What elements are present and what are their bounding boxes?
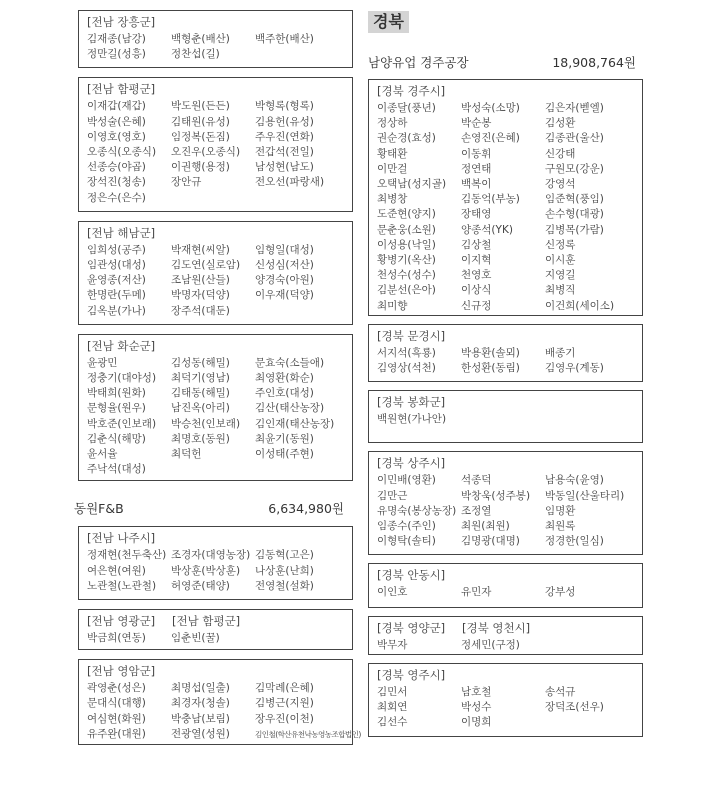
area-label: [경북 영천시] <box>462 620 531 635</box>
farm-name: 정세민(구정) <box>461 638 520 651</box>
area-label: [전남 해남군] <box>87 225 156 240</box>
farm-name: 이상식 <box>461 284 492 297</box>
farm-name: 이인호 <box>377 586 408 599</box>
region-box <box>78 10 353 68</box>
farm-name: 정재현(천두축산) <box>87 549 167 562</box>
name-grid <box>377 638 634 653</box>
farm-name: 손영진(은혜) <box>461 132 520 145</box>
farm-name: 유명숙(봉상농장) <box>377 504 457 517</box>
farm-name: 신성심(저산) <box>255 259 314 272</box>
farm-name: 이민배(영환) <box>377 474 436 487</box>
company-amount: 18,908,764원 <box>552 55 636 70</box>
region-box <box>78 659 361 745</box>
farm-name: 김동혁(고은) <box>255 549 314 562</box>
farm-name: 임정복(돈짐) <box>171 130 230 143</box>
farm-name: 천성수(성수) <box>377 269 436 282</box>
farm-name: 최병직 <box>545 284 576 297</box>
area-label: [전남 영암군] <box>87 664 156 679</box>
area-label: [전남 함평군] <box>172 614 241 629</box>
name-grid <box>377 101 634 314</box>
farm-name: 박창욱(성주봉) <box>461 489 531 502</box>
farm-name: 박순봉 <box>461 117 492 130</box>
farm-name: 남성현(남도) <box>255 161 314 174</box>
farm-name: 김용헌(유성) <box>255 115 314 128</box>
box-title <box>87 225 344 242</box>
farm-name: 박형록(형록) <box>255 100 314 113</box>
farm-name: 백주한(배산) <box>255 33 314 45</box>
farm-name: 구원모(강운) <box>545 162 604 175</box>
farm-name: 김영상(석천) <box>377 362 436 375</box>
farm-name: 여심현(화원) <box>87 712 146 725</box>
farm-name: 정찬섭(길) <box>171 48 220 61</box>
area-label: [경북 영주시] <box>377 667 446 682</box>
farm-name: 이명희 <box>461 716 492 729</box>
farm-name: 이성태(주현) <box>255 448 314 461</box>
farm-name: 양종석(YK) <box>461 223 513 236</box>
farm-name: 오진우(오종식) <box>171 146 241 159</box>
farm-name: 박성술(은혜) <box>87 115 146 128</box>
farm-name: 김종관(울산) <box>545 132 604 145</box>
box-title <box>377 455 634 472</box>
farm-name: 김영우(계동) <box>545 362 604 375</box>
farm-name: 노관철(노관철) <box>87 579 157 592</box>
box-title <box>377 83 634 100</box>
area-label: [전남 함평군] <box>87 82 156 97</box>
box-title <box>377 620 634 637</box>
farm-name: 전광열(성원) <box>171 727 230 740</box>
farm-name: 박충남(보림) <box>171 712 230 725</box>
farm-name: 양경숙(아원) <box>255 274 314 287</box>
farm-name: 윤서율 <box>87 448 118 461</box>
farm-name: 박용환(솔뫼) <box>461 346 520 359</box>
farm-name: 남호철 <box>461 685 492 698</box>
farm-name: 임형일(대성) <box>255 243 314 256</box>
farm-name: 백복이 <box>461 178 492 191</box>
farm-name: 김병목(가람) <box>545 223 604 236</box>
farm-name: 주우진(연화) <box>255 130 314 143</box>
farm-name: 박무자 <box>377 638 408 651</box>
box-title <box>87 530 344 547</box>
farm-name: 김태동(해밀) <box>171 387 230 400</box>
box-title <box>87 81 344 98</box>
farm-name: 임종수(주인) <box>377 520 436 533</box>
farm-name: 황병기(옥산) <box>377 254 436 267</box>
farm-name: 정상하 <box>377 117 408 130</box>
region-box <box>78 334 353 482</box>
farm-name: 최원록 <box>545 520 576 533</box>
farm-name: 정경한(일심) <box>545 535 604 548</box>
name-grid <box>377 346 634 376</box>
farm-name: 김인철(학산유천낙농영농조합법인) <box>255 729 361 739</box>
farm-name: 김병근(지원) <box>255 697 314 710</box>
company-row-dongwon <box>74 499 344 517</box>
farm-name: 박금희(연동) <box>87 632 146 645</box>
farm-name: 박명자(덕양) <box>171 289 230 302</box>
area-label: [전남 나주시] <box>87 531 156 546</box>
farm-name: 정만길(성흥) <box>87 48 146 61</box>
box-title <box>87 338 344 355</box>
farm-name: 임관성(대성) <box>87 259 146 272</box>
farm-name: 권순경(효성) <box>377 132 436 145</box>
farm-name: 김춘식(해망) <box>87 432 146 445</box>
farm-name: 전오선(파랑새) <box>255 176 325 189</box>
farm-name: 김태원(유성) <box>171 115 230 128</box>
farm-name: 이권행(용정) <box>171 161 230 174</box>
region-heading: 경북 <box>368 11 409 33</box>
farm-name: 신강태 <box>545 147 576 160</box>
farm-name: 정연태 <box>461 162 492 175</box>
company-name: 남양유업 경주공장 <box>368 55 469 70</box>
farm-name: 김명광(대명) <box>461 535 520 548</box>
box-title <box>87 613 344 630</box>
farm-name: 이종달(풍년) <box>377 102 436 114</box>
farm-name: 손수형(대광) <box>545 208 604 221</box>
farm-name: 이시훈 <box>545 254 576 267</box>
farm-name: 지영길 <box>545 269 576 282</box>
farm-name: 김인재(태산농장) <box>255 417 335 430</box>
area-label: [경북 영양군] <box>377 620 446 635</box>
name-grid <box>87 631 344 646</box>
area-label: [경북 안동시] <box>377 568 446 583</box>
company-name: 동원F&B <box>74 501 124 517</box>
farm-name: 최덕기(영남) <box>171 372 230 385</box>
company-row-namyang <box>368 53 636 71</box>
farm-name: 곽영춘(성은) <box>87 682 146 695</box>
farm-name: 최영환(화순) <box>255 372 314 385</box>
farm-name: 이우재(덕양) <box>255 289 314 302</box>
farm-name: 한명란(두메) <box>87 289 146 302</box>
farm-name: 윤영종(저산) <box>87 274 146 287</box>
farm-name: 김만근 <box>377 489 408 502</box>
farm-name: 이영호(영호) <box>87 130 146 143</box>
farm-name: 유민자 <box>461 586 492 599</box>
area-label: [전남 영광군] <box>87 614 156 629</box>
farm-name: 최덕헌 <box>171 448 202 461</box>
farm-name: 최윤기(동원) <box>255 432 314 445</box>
farm-name: 유주완(대원) <box>87 727 146 740</box>
farm-name: 신규정 <box>461 299 492 312</box>
farm-name: 김성동(해밀) <box>171 356 230 369</box>
farm-name: 김막례(은혜) <box>255 682 314 695</box>
farm-name: 백원현(가나안) <box>377 413 447 426</box>
farm-name: 윤광민 <box>87 356 118 369</box>
farm-name: 김산(태산농장) <box>255 402 325 415</box>
area-label: [경북 상주시] <box>377 456 446 471</box>
farm-name: 김상철 <box>461 238 492 251</box>
farm-name: 주인호(대성) <box>255 387 314 400</box>
farm-name: 김선수 <box>377 716 408 729</box>
box-title <box>377 567 634 584</box>
area-label: [경북 경주시] <box>377 84 446 98</box>
left-column <box>74 0 361 745</box>
farm-name: 남진옥(아리) <box>171 402 230 415</box>
farm-name: 최명호(동원) <box>171 432 230 445</box>
name-grid <box>377 473 634 549</box>
box-title <box>377 328 634 345</box>
farm-name: 여은현(여원) <box>87 564 146 577</box>
name-grid <box>87 548 344 594</box>
box-title <box>377 394 634 411</box>
area-label: [전남 장흥군] <box>87 15 156 29</box>
region-box <box>78 221 353 325</box>
farm-name: 박상훈(박상훈) <box>171 564 241 577</box>
farm-name: 이성용(낙일) <box>377 238 436 251</box>
farm-name: 박도원(든든) <box>171 100 230 113</box>
farm-name: 문춘웅(소원) <box>377 223 436 236</box>
farm-name: 오종식(오종식) <box>87 146 157 159</box>
farm-name: 김옥분(가나) <box>87 304 146 317</box>
region-box <box>368 451 643 555</box>
farm-name: 장덕조(선우) <box>545 701 604 714</box>
farm-name: 이동휘 <box>461 147 492 160</box>
farm-name: 박성숙(소망) <box>461 102 520 114</box>
farm-name: 한성환(동림) <box>461 362 520 375</box>
farm-name: 김도연(실로암) <box>171 259 241 272</box>
farm-name: 임준혁(풍임) <box>545 193 604 206</box>
farm-name: 강영석 <box>545 178 576 191</box>
farm-name: 최미향 <box>377 299 408 312</box>
farm-name: 최원(최원) <box>461 520 510 533</box>
farm-name: 박승천(인보래) <box>171 417 241 430</box>
farm-name: 김민서 <box>377 685 408 698</box>
farm-name: 이형탁(솔티) <box>377 535 436 548</box>
farm-name: 남용숙(윤영) <box>545 474 604 487</box>
name-grid <box>87 356 344 478</box>
name-grid <box>87 681 361 742</box>
farm-name: 석종덕 <box>461 474 492 487</box>
farm-name: 장안규 <box>171 176 202 189</box>
farm-name: 장우진(이천) <box>255 712 314 725</box>
farm-name: 박동일(산울타리) <box>545 489 625 502</box>
region-box <box>368 390 643 443</box>
farm-name: 박성수 <box>461 701 492 714</box>
farm-name: 김동억(부농) <box>461 193 520 206</box>
farm-name: 최명섭(일출) <box>171 682 230 695</box>
region-box <box>78 77 353 211</box>
name-grid <box>87 243 344 319</box>
farm-name: 주낙석(대성) <box>87 463 146 476</box>
farm-name: 이만걸 <box>377 162 408 175</box>
farm-name: 박재현(씨알) <box>171 243 230 256</box>
farm-name: 배종기 <box>545 346 576 359</box>
farm-name: 문효숙(소들애) <box>255 356 325 369</box>
box-title <box>87 663 344 680</box>
farm-name: 장석진(청송) <box>87 176 146 189</box>
farm-name: 최회연 <box>377 701 408 714</box>
farm-name: 장주석(대둔) <box>171 304 230 317</box>
farm-name: 임명환 <box>545 504 576 517</box>
farm-name: 박태희(원화) <box>87 387 146 400</box>
region-box <box>368 616 643 655</box>
name-grid <box>87 99 344 205</box>
farm-name: 김은자(벧엘) <box>545 102 604 114</box>
farm-name: 김성환 <box>545 117 576 130</box>
farm-name: 조정열 <box>461 504 492 517</box>
farm-name: 정충기(대야성) <box>87 372 157 385</box>
region-box <box>368 663 643 738</box>
area-label: [전남 화순군] <box>87 338 156 353</box>
farm-name: 임희성(공주) <box>87 243 146 256</box>
farm-name: 황태환 <box>377 147 408 160</box>
farm-name: 전갑석(전일) <box>255 146 314 159</box>
farm-name: 김분선(은아) <box>377 284 436 297</box>
region-box <box>78 609 353 650</box>
farm-name: 전영철(설화) <box>255 579 314 592</box>
region-box <box>368 79 643 316</box>
farm-name: 오택남(성지골) <box>377 178 447 191</box>
region-box <box>78 526 353 600</box>
company-amount: 6,634,980원 <box>268 501 344 517</box>
farm-name: 서지석(흑룡) <box>377 346 436 359</box>
farm-name: 나상훈(난희) <box>255 564 314 577</box>
farm-name: 이건희(세이소) <box>545 299 615 312</box>
name-grid <box>87 32 344 62</box>
farm-name: 도준현(양지) <box>377 208 436 221</box>
area-label: [경북 봉화군] <box>377 395 446 410</box>
right-column <box>368 0 643 737</box>
farm-name: 허영준(태양) <box>171 579 230 592</box>
farm-name: 문형율(원우) <box>87 402 146 415</box>
farm-name: 신정록 <box>545 238 576 251</box>
farm-name: 조남원(산들) <box>171 274 230 287</box>
farm-name: 임춘빈(꿀) <box>171 632 220 645</box>
farm-name: 강부성 <box>545 586 576 599</box>
farm-name: 선종승(야곱) <box>87 161 146 174</box>
farm-name: 박호준(인보래) <box>87 417 157 430</box>
name-grid <box>377 585 634 600</box>
farm-name: 김재종(남강) <box>87 33 146 45</box>
farm-name: 조경자(대영농장) <box>171 549 251 562</box>
farm-name: 정은수(은수) <box>87 191 146 204</box>
farm-name: 이재갑(재갑) <box>87 100 146 113</box>
farm-name: 최병창 <box>377 193 408 206</box>
farm-name: 장태영 <box>461 208 492 221</box>
region-box <box>368 324 643 382</box>
name-grid <box>377 412 634 427</box>
name-grid <box>377 685 634 731</box>
area-label: [경북 문경시] <box>377 328 446 343</box>
box-title <box>87 14 344 31</box>
farm-name: 천영호 <box>461 269 492 282</box>
farm-name: 백형춘(배산) <box>171 33 230 45</box>
box-title <box>377 667 634 684</box>
farm-name: 문대식(대행) <box>87 697 146 710</box>
farm-name: 최경자(청솔) <box>171 697 230 710</box>
farm-name: 송석규 <box>545 685 576 698</box>
farm-name: 이지혁 <box>461 254 492 267</box>
region-box <box>368 563 643 607</box>
